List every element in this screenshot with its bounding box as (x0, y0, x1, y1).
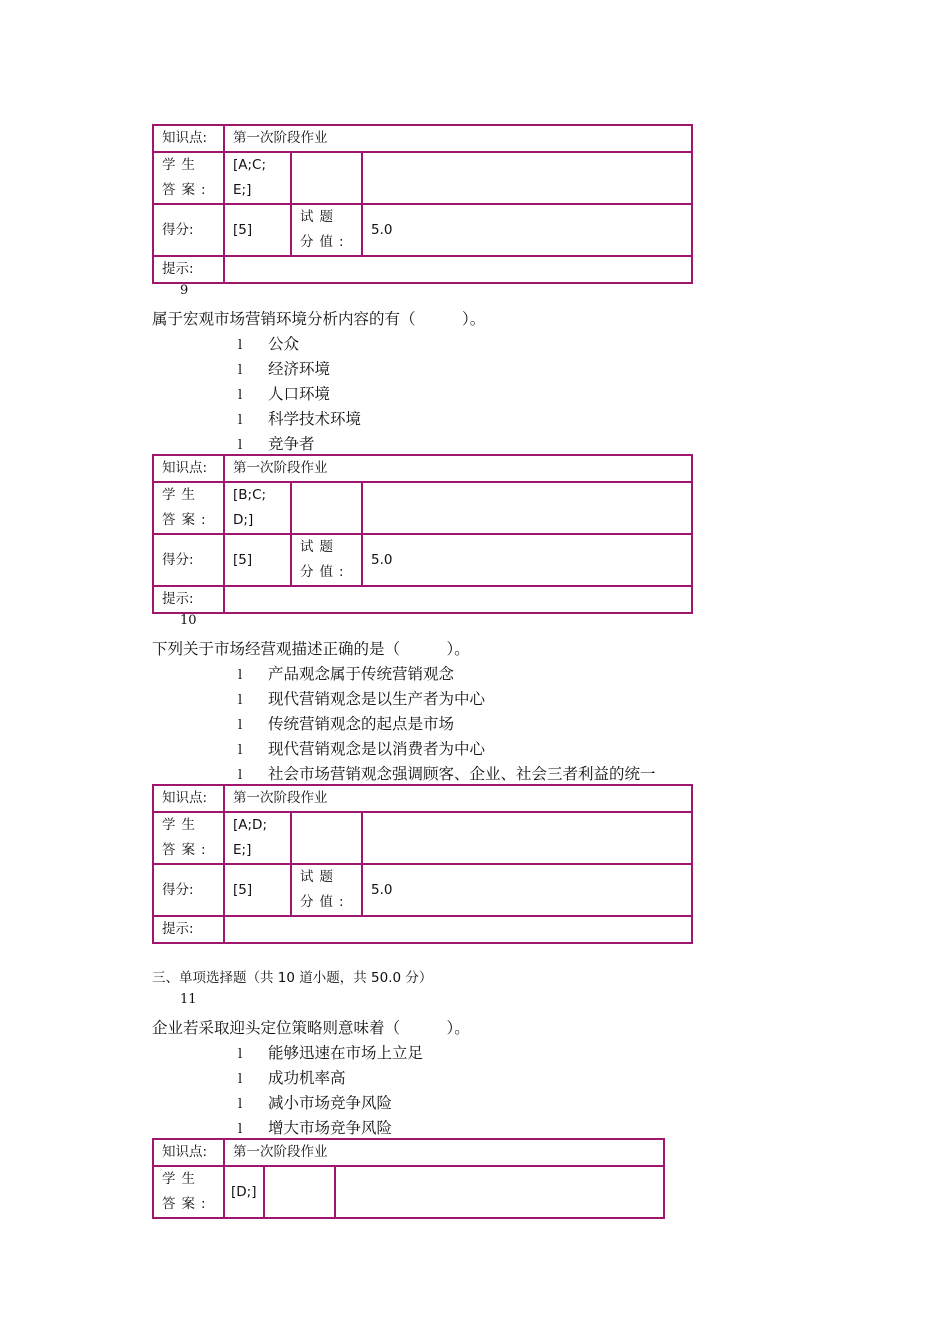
option-item (238, 687, 485, 709)
hint-value (224, 916, 692, 943)
option-item (238, 762, 656, 784)
bullet-icon: l (238, 363, 243, 378)
question-text: 下列关于市场经营观描述正确的是（ ）。 (152, 640, 470, 658)
knowledge-label: 知识点: (153, 455, 224, 482)
option-label: 人口环境 (268, 385, 331, 403)
bullet-icon: l (238, 743, 243, 758)
hint-value (224, 586, 692, 613)
student-answer-label: 学生答案: (153, 152, 224, 204)
hint-label: 提示: (153, 586, 224, 613)
item-value-label: 试题分值: (291, 204, 362, 256)
empty-cell (362, 812, 692, 864)
question-text: 企业若采取迎头定位策略则意味着（ ）。 (152, 1019, 470, 1037)
option-item (238, 357, 330, 379)
option-item (238, 332, 299, 354)
score-value: [5] (224, 534, 291, 586)
knowledge-label: 知识点: (153, 1139, 224, 1166)
option-item (238, 1091, 392, 1113)
bullet-icon: l (238, 668, 243, 683)
item-value-label: 试题分值: (291, 864, 362, 916)
option-label: 公众 (268, 335, 300, 353)
item-value-label: 试题分值: (291, 534, 362, 586)
hint-label: 提示: (153, 916, 224, 943)
option-label: 经济环境 (268, 360, 331, 378)
knowledge-value: 第一次阶段作业 (224, 125, 692, 152)
bullet-icon: l (238, 1072, 243, 1087)
answer-table (152, 124, 693, 284)
option-label: 竞争者 (268, 435, 315, 453)
bullet-icon: l (238, 413, 243, 428)
knowledge-label: 知识点: (153, 125, 224, 152)
student-answer-label: 学生答案: (153, 482, 224, 534)
option-label: 成功机率高 (268, 1069, 346, 1087)
option-item (238, 407, 361, 429)
option-label: 社会市场营销观念强调顾客、企业、社会三者利益的统一 (268, 765, 656, 783)
empty-cell (291, 482, 362, 534)
knowledge-value: 第一次阶段作业 (224, 1139, 664, 1166)
option-item (238, 662, 454, 684)
knowledge-value: 第一次阶段作业 (224, 785, 692, 812)
option-label: 现代营销观念是以消费者为中心 (268, 740, 486, 758)
item-value: 5.0 (362, 864, 692, 916)
answer-table (152, 454, 693, 614)
bullet-icon: l (238, 693, 243, 708)
question-number: 9 (180, 283, 189, 298)
student-answer-value: [B;C;D;] (224, 482, 291, 534)
bullet-icon: l (238, 338, 243, 353)
option-item (238, 1066, 346, 1088)
bullet-icon: l (238, 1122, 243, 1137)
option-item (238, 712, 454, 734)
empty-cell (362, 152, 692, 204)
option-item (238, 1041, 423, 1063)
student-answer-value: [D;] (224, 1166, 264, 1218)
section-title: 三、单项选择题（共 10 道小题，共 50.0 分） (152, 970, 433, 986)
student-answer-label: 学生答案: (153, 812, 224, 864)
empty-cell (291, 812, 362, 864)
score-label: 得分: (153, 534, 224, 586)
question-number: 11 (180, 992, 197, 1007)
empty-cell (291, 152, 362, 204)
hint-value (224, 256, 692, 283)
bullet-icon: l (238, 768, 243, 783)
empty-cell (335, 1166, 664, 1218)
student-answer-value: [A;D;E;] (224, 812, 291, 864)
item-value: 5.0 (362, 204, 692, 256)
option-label: 增大市场竞争风险 (268, 1119, 393, 1137)
option-label: 现代营销观念是以生产者为中心 (268, 690, 486, 708)
question-text: 属于宏观市场营销环境分析内容的有（ ）。 (152, 310, 486, 328)
bullet-icon: l (238, 388, 243, 403)
student-answer-value: [A;C;E;] (224, 152, 291, 204)
option-item (238, 432, 315, 454)
option-item (238, 737, 485, 759)
empty-cell (362, 482, 692, 534)
student-answer-label: 学生答案: (153, 1166, 224, 1218)
option-label: 产品观念属于传统营销观念 (268, 665, 455, 683)
score-value: [5] (224, 204, 291, 256)
hint-label: 提示: (153, 256, 224, 283)
question-number: 10 (180, 613, 197, 628)
option-label: 减小市场竞争风险 (268, 1094, 393, 1112)
option-label: 传统营销观念的起点是市场 (268, 715, 455, 733)
answer-table (152, 784, 693, 944)
bullet-icon: l (238, 1047, 243, 1062)
knowledge-value: 第一次阶段作业 (224, 455, 692, 482)
score-value: [5] (224, 864, 291, 916)
item-value: 5.0 (362, 534, 692, 586)
option-label: 能够迅速在市场上立足 (268, 1044, 424, 1062)
answer-table (152, 1138, 665, 1219)
option-label: 科学技术环境 (268, 410, 362, 428)
bullet-icon: l (238, 718, 243, 733)
bullet-icon: l (238, 438, 243, 453)
option-item (238, 382, 330, 404)
score-label: 得分: (153, 204, 224, 256)
option-item (238, 1116, 392, 1138)
knowledge-label: 知识点: (153, 785, 224, 812)
score-label: 得分: (153, 864, 224, 916)
bullet-icon: l (238, 1097, 243, 1112)
empty-cell (264, 1166, 335, 1218)
